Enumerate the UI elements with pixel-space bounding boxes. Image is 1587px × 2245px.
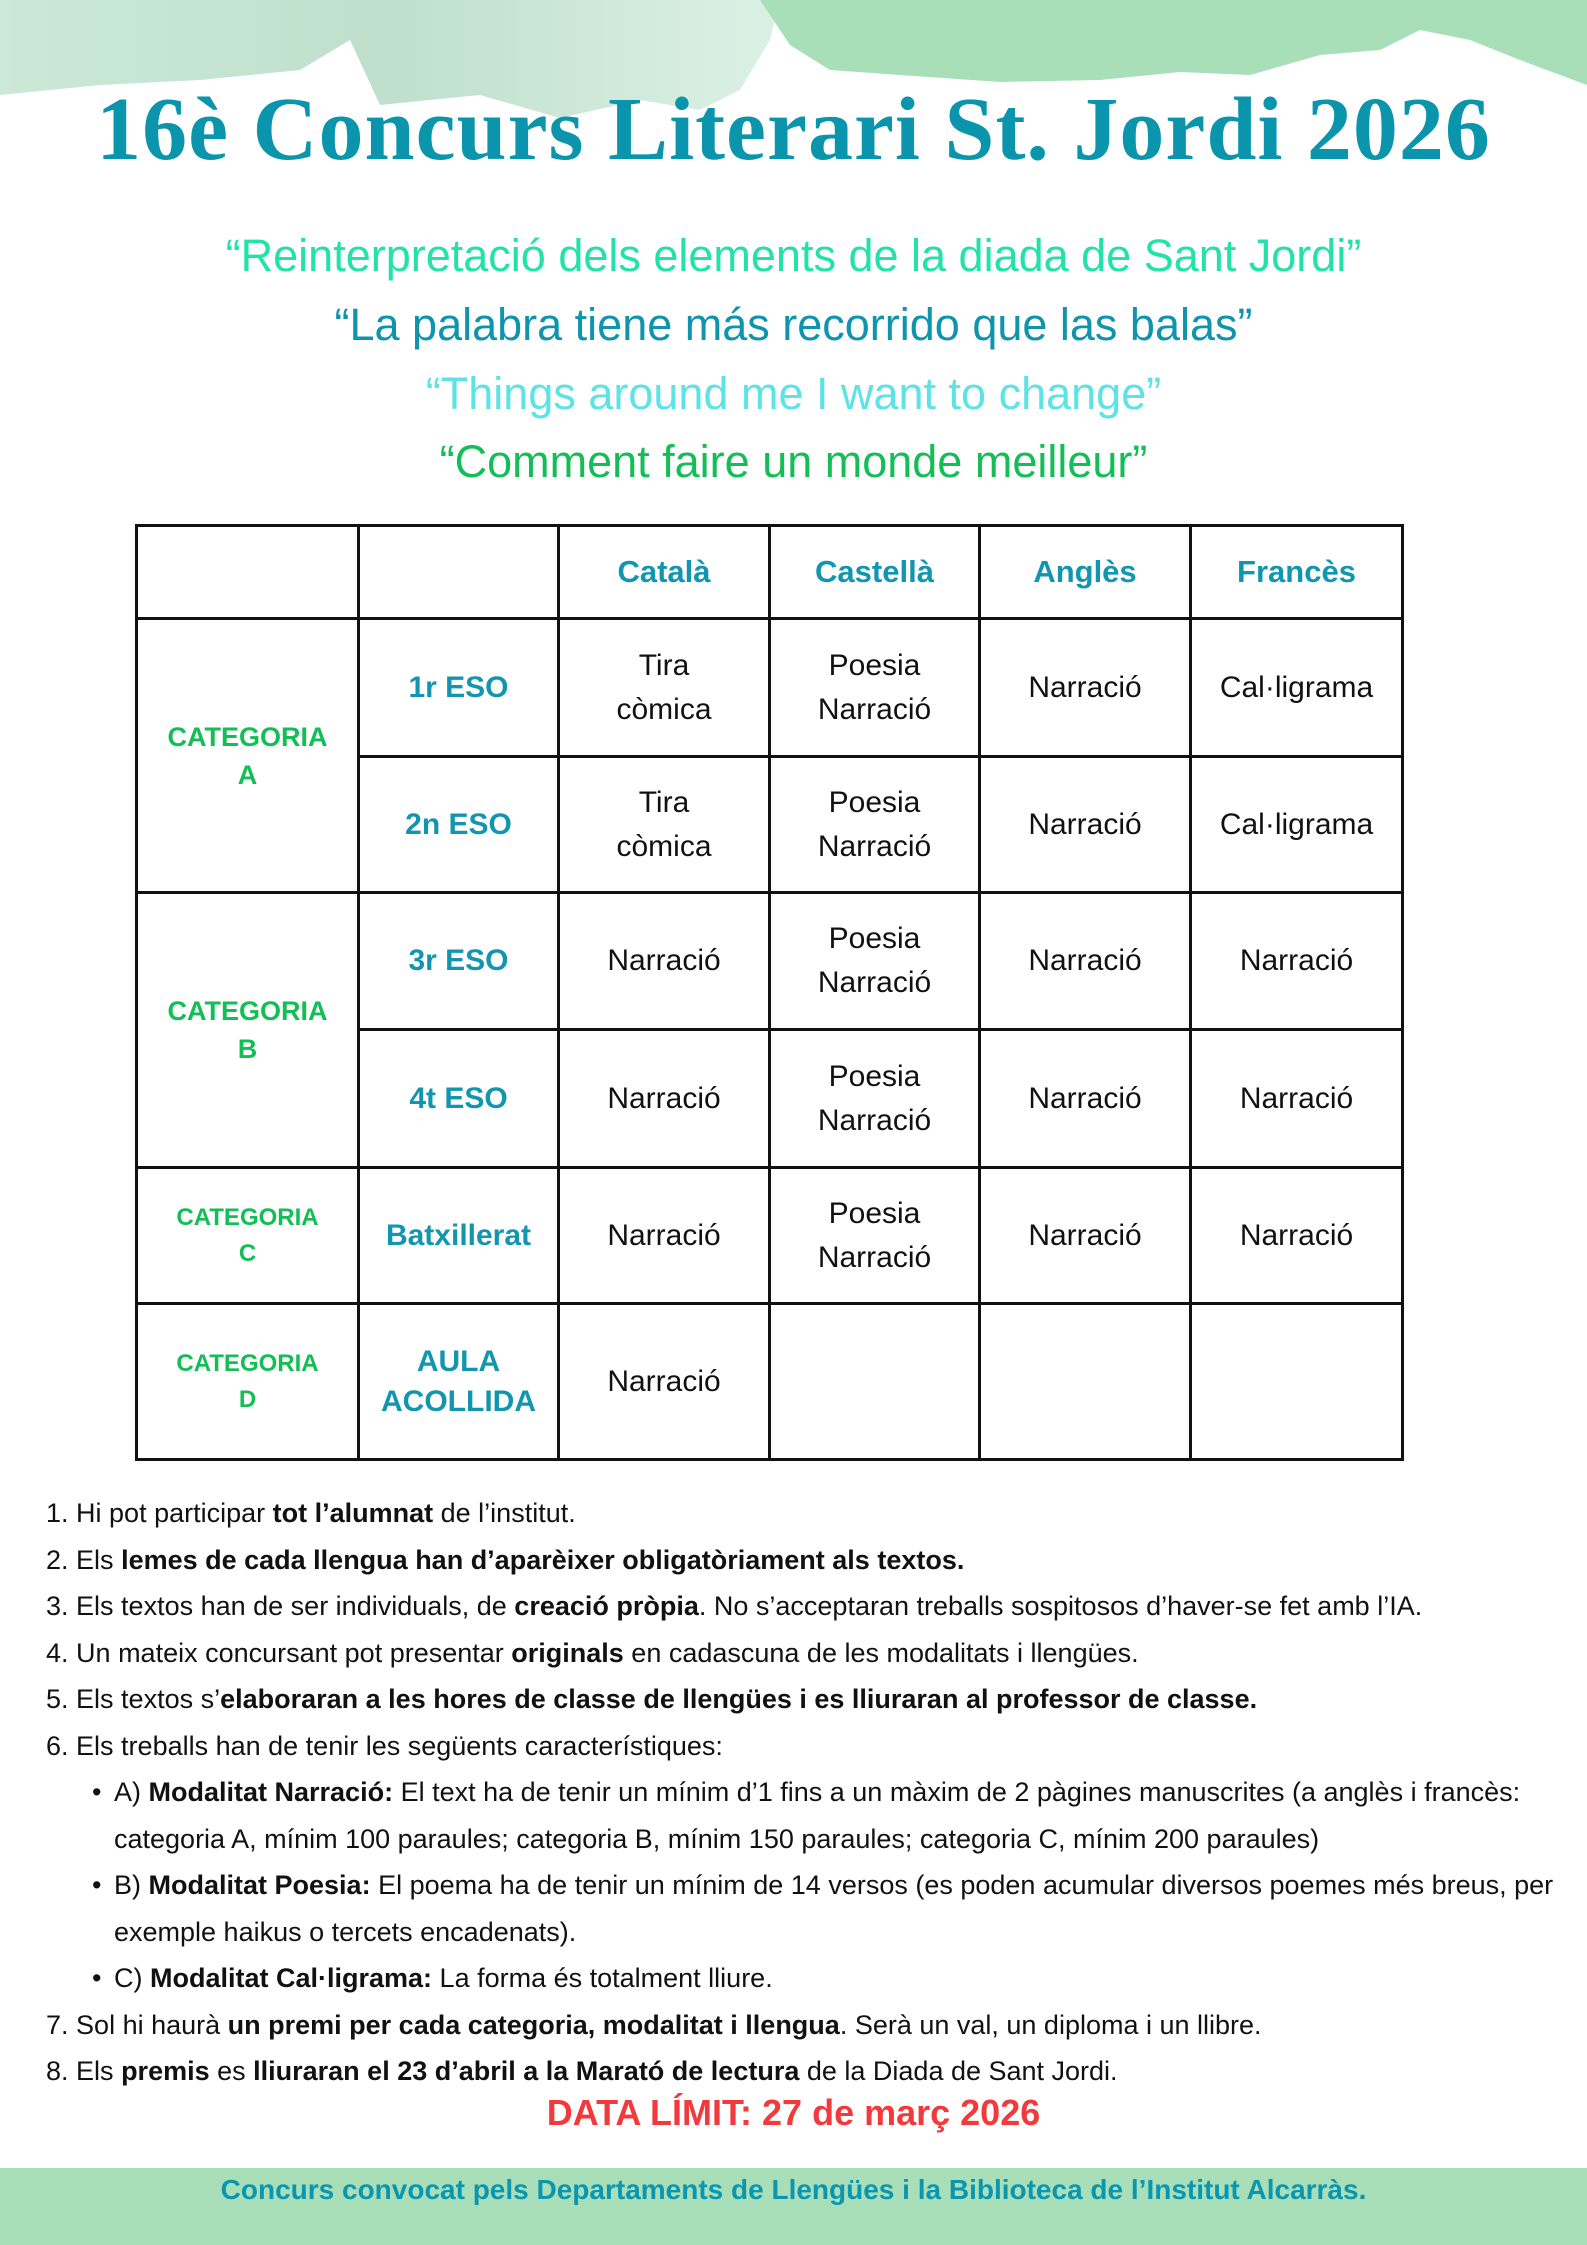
modality-cell	[770, 757, 980, 893]
column-header: Català	[559, 526, 770, 619]
modality-cell	[559, 893, 770, 1030]
bold-text: elaboraran a les hores de classe de llengües i es lliuraran al professor de classe.	[220, 1684, 1258, 1714]
modality-text: Narració	[1239, 1218, 1354, 1252]
rule-item	[46, 1537, 1576, 1584]
category-label	[137, 619, 359, 893]
page-title: 16è Concurs Literari St. Jordi 2026	[96, 80, 1491, 179]
rules-list	[46, 1490, 1576, 2095]
modality-text: Narració	[817, 829, 932, 863]
rule-number: 3.	[46, 1591, 69, 1621]
bold-text: un premi per cada categoria, modalitat i llengua	[227, 2009, 840, 2040]
modality-cell	[770, 893, 980, 1030]
footer-text: Concurs convocat pels Departaments de Llengües i la Biblioteca de l’Institut Alcarràs.	[220, 2174, 1367, 2205]
modality-text: Narració	[1028, 1218, 1142, 1252]
modality-text: Narració	[817, 1240, 932, 1274]
category-label-line: D	[238, 1385, 257, 1413]
modality-text: Poesia	[828, 785, 921, 819]
text: Els textos han de ser individuals, de	[76, 1591, 515, 1621]
category-label-line: CATEGORIA	[167, 721, 328, 752]
rule-number: 7.	[46, 2009, 69, 2040]
rule-number: 6.	[46, 1730, 69, 1761]
text: de la Diada de Sant Jordi.	[799, 2056, 1118, 2086]
level-text: 4t ESO	[409, 1081, 508, 1115]
rule-item	[46, 2048, 1576, 2095]
text: C)	[114, 1963, 150, 1993]
rule-item	[46, 2002, 1576, 2049]
text: . No s’acceptaran treballs sospitosos d’haver-se fet amb l’IA.	[698, 1591, 1423, 1621]
footer-band	[0, 2168, 1587, 2245]
modality-text: Narració	[817, 1103, 932, 1137]
rule-number: 5.	[46, 1684, 69, 1714]
rule-item	[46, 1676, 1576, 1723]
text: . Serà un val, un diploma i un llibre.	[839, 2009, 1262, 2040]
modality-cell	[770, 1030, 980, 1168]
column-header: Anglès	[980, 526, 1191, 619]
level-text: 2n ESO	[405, 807, 512, 841]
modality-text: Cal·ligrama	[1219, 670, 1374, 704]
modality-text: Narració	[607, 1081, 721, 1115]
modality-text: Narració	[1028, 807, 1142, 841]
bold-text: lliuraran el 23 d’abril a la Marató de lectura	[253, 2056, 800, 2086]
bold-text: Modalitat Poesia:	[148, 1870, 371, 1900]
modality-text: Narració	[1239, 1081, 1354, 1115]
modality-text: Cal·ligrama	[1219, 807, 1374, 841]
level-label	[359, 1168, 559, 1304]
modality-cell	[980, 757, 1191, 893]
bold-text: lemes de cada llengua han d’aparèixer obligatòriament als textos.	[121, 1544, 965, 1575]
modality-cell	[1191, 893, 1403, 1030]
bold-text: tot l’alumnat	[272, 1498, 434, 1528]
text: es	[209, 2056, 254, 2086]
modality-cell	[1191, 1304, 1403, 1460]
rule-number: 8.	[46, 2056, 69, 2086]
modality-cell	[980, 619, 1191, 757]
text: Hi pot participar	[76, 1498, 273, 1528]
text: La forma és totalment lliure.	[432, 1963, 773, 1993]
bold-text: originals	[511, 1637, 624, 1668]
text: Els	[76, 1544, 122, 1575]
bold-text: Modalitat Cal·ligrama:	[150, 1963, 433, 1993]
modality-text: Narració	[607, 1364, 721, 1398]
modality-text: Poesia	[828, 1059, 921, 1093]
modality-cell	[1191, 619, 1403, 757]
modality-item	[92, 1955, 1574, 2002]
modality-text: còmica	[616, 692, 712, 726]
modality-cell	[770, 619, 980, 757]
rule-item	[46, 1723, 1576, 2002]
modality-cell	[1191, 757, 1403, 893]
text: Els textos s’	[76, 1684, 221, 1714]
category-label-line: A	[237, 759, 258, 790]
modality-text: Tira	[638, 785, 690, 819]
modality-cell	[559, 1030, 770, 1168]
modality-text: Poesia	[828, 922, 921, 955]
text: B)	[114, 1870, 149, 1900]
category-label	[137, 1304, 359, 1460]
text: Els	[76, 2056, 122, 2086]
motto-spanish: “La palabra tiene más recorrido que las balas”	[334, 299, 1253, 350]
level-label	[359, 893, 559, 1030]
motto-french: “Comment faire un monde meilleur”	[439, 436, 1148, 487]
text: Sol hi haurà	[76, 2009, 228, 2040]
bold-text: premis	[121, 2056, 210, 2086]
table-row	[137, 619, 1403, 757]
modality-item	[92, 1769, 1574, 1862]
text: El poema ha de tenir un mínim de 14 versos (es poden acumular diversos poemes més breus, per exemple haikus o tercets encadenats).	[114, 1870, 1554, 1947]
motto-catalan: “Reinterpretació dels elements de la diada de Sant Jordi”	[225, 230, 1362, 281]
header-row	[137, 526, 1403, 619]
text: A)	[114, 1777, 149, 1807]
modality-cell	[559, 757, 770, 893]
modality-text: Narració	[1239, 944, 1354, 977]
level-label	[359, 619, 559, 757]
category-label-line: C	[238, 1239, 257, 1267]
category-label	[137, 1168, 359, 1304]
rule-number: 1.	[46, 1498, 69, 1528]
table-row	[137, 1304, 1403, 1460]
modality-cell	[980, 1168, 1191, 1304]
text: El text ha de tenir un mínim d’1 fins a un màxim de 2 pàgines manuscrites (a anglès i francès: categoria A, mínim 100 paraules; categoria B, mínim 150 paraules; categoria C, mínim 200 paraules)	[114, 1777, 1521, 1854]
modality-text: Narració	[1028, 670, 1142, 704]
category-label-line: CATEGORIA	[176, 1349, 319, 1377]
modality-cell	[980, 1030, 1191, 1168]
rule-item	[46, 1630, 1576, 1677]
modality-cell	[559, 1168, 770, 1304]
modality-cell	[559, 1304, 770, 1460]
bold-text: Modalitat Narració:	[148, 1777, 394, 1807]
modality-text: Narració	[817, 966, 932, 999]
modality-text: Poesia	[828, 1196, 921, 1230]
rule-number: 4.	[46, 1637, 69, 1668]
level-label	[359, 1030, 559, 1168]
modality-text: Tira	[638, 648, 690, 682]
modality-list	[46, 1769, 1576, 2002]
table-row	[137, 893, 1403, 1030]
modality-text: Narració	[607, 1218, 721, 1252]
modality-cell	[770, 1168, 980, 1304]
level-text: Batxillerat	[385, 1218, 532, 1252]
deadline: DATA LÍMIT: 27 de març 2026	[546, 2092, 1041, 2133]
rule-item	[46, 1490, 1576, 1537]
motto-english: “Things around me I want to change”	[425, 368, 1162, 419]
level-text: AULA	[416, 1344, 501, 1378]
modality-text: Narració	[607, 944, 721, 977]
column-header: Francès	[1191, 526, 1403, 619]
modality-cell	[1191, 1030, 1403, 1168]
modality-cell	[1191, 1168, 1403, 1304]
rule-item	[46, 1583, 1576, 1630]
column-header: Castellà	[770, 526, 980, 619]
level-text: ACOLLIDA	[381, 1384, 536, 1418]
modality-cell	[980, 1304, 1191, 1460]
modality-text: Poesia	[828, 648, 921, 682]
category-label	[137, 893, 359, 1168]
modality-cell	[770, 1304, 980, 1460]
modality-text: Narració	[817, 692, 932, 726]
modality-text: còmica	[616, 829, 712, 863]
modality-text: Narració	[1028, 1081, 1142, 1115]
bold-text: creació pròpia	[514, 1591, 699, 1621]
text: Un mateix concursant pot presentar	[76, 1637, 512, 1668]
level-text: 1r ESO	[408, 670, 509, 704]
text: de l’institut.	[433, 1498, 576, 1528]
text: Els treballs han de tenir les següents característiques:	[76, 1730, 723, 1761]
level-text: 3r ESO	[408, 944, 509, 977]
categories-table	[135, 524, 1404, 1461]
modality-text: Narració	[1028, 944, 1142, 977]
level-label	[359, 757, 559, 893]
category-label-line: B	[237, 1034, 258, 1064]
category-label-line: CATEGORIA	[167, 996, 328, 1026]
rule-number: 2.	[46, 1544, 69, 1575]
level-label	[359, 1304, 559, 1460]
table-row	[137, 1168, 1403, 1304]
category-label-line: CATEGORIA	[176, 1203, 319, 1231]
modality-cell	[559, 619, 770, 757]
modality-item	[92, 1862, 1574, 1955]
text: en cadascuna de les modalitats i llengües.	[623, 1637, 1139, 1668]
empty-cell	[359, 526, 559, 619]
empty-cell	[137, 526, 359, 619]
modality-cell	[980, 893, 1191, 1030]
